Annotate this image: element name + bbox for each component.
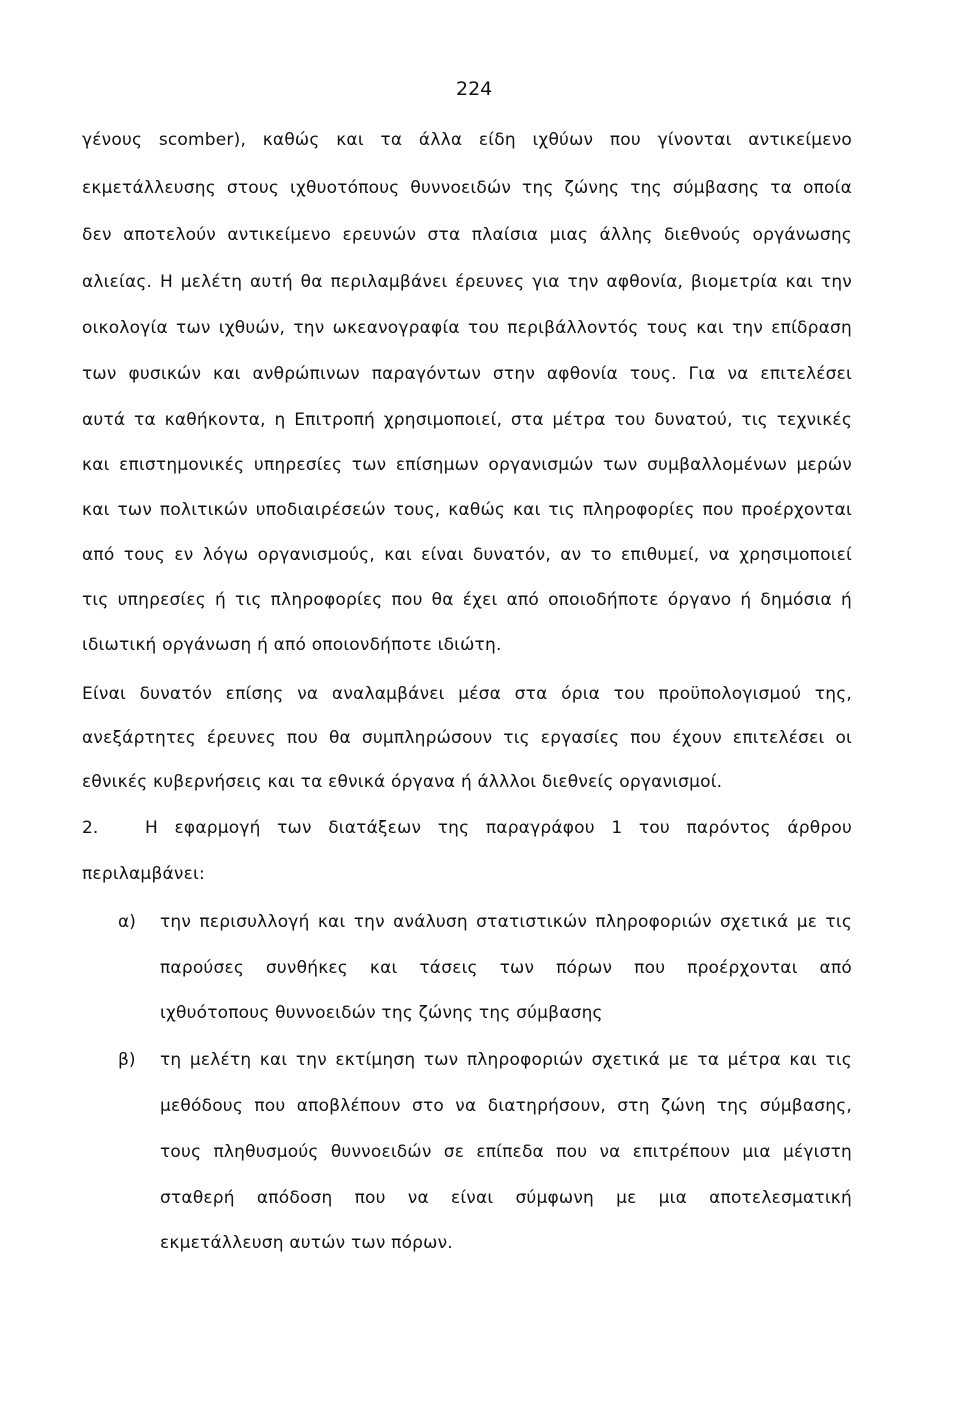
text-line: εκμετάλλευσης στους ιχθυοτόπους θυννοειδών της ζώνης της σύμβασης τα οποία bbox=[82, 178, 852, 198]
list-item-line: την περισυλλογή και την ανάλυση στατιστικών πληροφοριών σχετικά με τις bbox=[160, 912, 852, 932]
section-heading-tail: περιλαμβάνει: bbox=[82, 864, 205, 884]
text-line: δεν αποτελούν αντικείμενο ερευνών στα πλαίσια μιας άλλης διεθνούς οργάνωσης bbox=[82, 225, 852, 245]
text-line: και των πολιτικών υποδιαιρέσεών τους, καθώς και τις πληροφορίες που προέρχονται bbox=[82, 500, 852, 520]
text-line: ιδιωτική οργάνωση ή από οποιονδήποτε ιδιώτη. bbox=[82, 635, 502, 655]
list-item-line: τη μελέτη και την εκτίμηση των πληροφοριών σχετικά με τα μέτρα και τις bbox=[160, 1050, 852, 1070]
list-item-line: παρούσες συνθήκες και τάσεις των πόρων που προέρχονται από bbox=[160, 958, 852, 978]
text-line: αλιείας. Η μελέτη αυτή θα περιλαμβάνει έρευνες για την αφθονία, βιομετρία και την bbox=[82, 272, 852, 292]
list-item-label: β) bbox=[118, 1050, 136, 1070]
page-number: 224 bbox=[456, 78, 493, 100]
text-line: αυτά τα καθήκοντα, η Επιτροπή χρησιμοποιεί, στα μέτρα του δυνατού, τις τεχνικές bbox=[82, 410, 852, 430]
text-line: από τους εν λόγω οργανισμούς, και είναι δυνατόν, αν το επιθυμεί, να χρησιμοποιεί bbox=[82, 545, 852, 565]
text-line: των φυσικών και ανθρώπινων παραγόντων στην αφθονία τους. Για να επιτελέσει bbox=[82, 364, 852, 384]
text-line: τις υπηρεσίες ή τις πληροφορίες που θα έχει από οποιοδήποτε όργανο ή δημόσια ή bbox=[82, 590, 852, 610]
section-number: 2. bbox=[82, 818, 99, 838]
text-line: Είναι δυνατόν επίσης να αναλαμβάνει μέσα στα όρια του προϋπολογισμού της, bbox=[82, 684, 852, 704]
text-line: και επιστημονικές υπηρεσίες των επίσημων οργανισμών των συμβαλλομένων μερών bbox=[82, 455, 852, 475]
section-heading-line: Η εφαρμογή των διατάξεων της παραγράφου 1 του παρόντος άρθρου bbox=[145, 818, 852, 838]
list-item-label: α) bbox=[118, 912, 136, 932]
list-item-line: ιχθυότοπους θυννοειδών της ζώνης της σύμβασης bbox=[160, 1003, 603, 1023]
list-item-line: σταθερή απόδοση που να είναι σύμφωνη με μια αποτελεσματική bbox=[160, 1188, 852, 1208]
list-item-line: εκμετάλλευση αυτών των πόρων. bbox=[160, 1233, 453, 1253]
list-item-line: τους πληθυσμούς θυννοειδών σε επίπεδα που να επιτρέπουν μια μέγιστη bbox=[160, 1142, 852, 1162]
text-line: ανεξάρτητες έρευνες που θα συμπληρώσουν τις εργασίες που έχουν επιτελέσει οι bbox=[82, 728, 852, 748]
text-line: εθνικές κυβερνήσεις και τα εθνικά όργανα ή άλλλοι διεθνείς οργανισμοί. bbox=[82, 772, 723, 792]
text-line: γένους scomber), καθώς και τα άλλα είδη ιχθύων που γίνονται αντικείμενο bbox=[82, 130, 852, 150]
text-line: οικολογία των ιχθυών, την ωκεανογραφία του περιβάλλοντός τους και την επίδραση bbox=[82, 318, 852, 338]
list-item-line: μεθόδους που αποβλέπουν στο να διατηρήσουν, στη ζώνη της σύμβασης, bbox=[160, 1096, 852, 1116]
